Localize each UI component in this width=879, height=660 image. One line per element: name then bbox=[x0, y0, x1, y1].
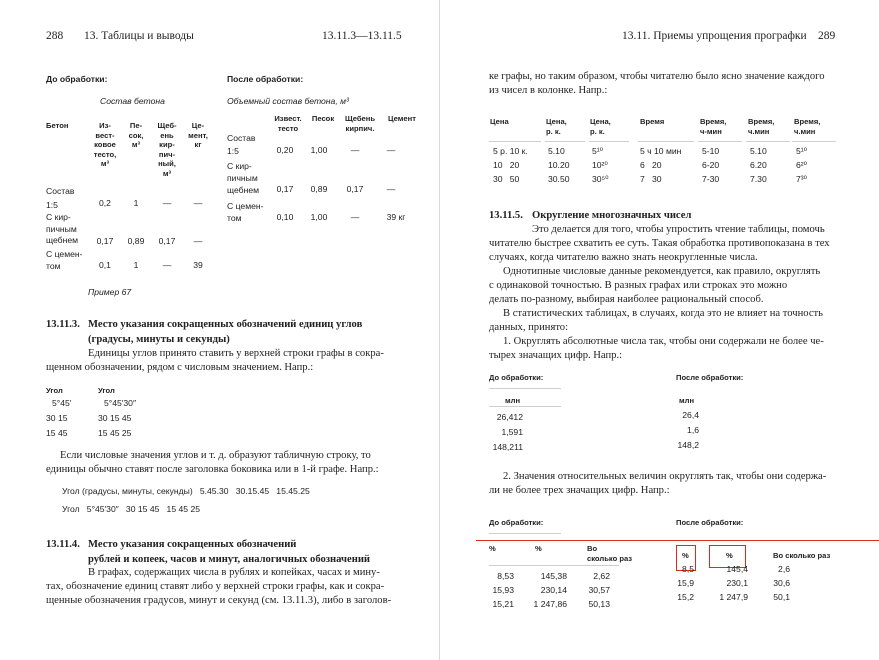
before-label: До обработки: bbox=[489, 373, 544, 382]
mt-cell: 6²⁰ bbox=[796, 160, 808, 170]
mt-cell: 10 20 bbox=[493, 160, 520, 170]
t2-cell: 0,17 bbox=[276, 184, 294, 194]
mt-header: Цена, р. к. bbox=[590, 117, 611, 136]
t2-row3-label: С цемен- том bbox=[227, 201, 264, 223]
paragraph: единицы обычно ставят после заголовка боковика или в 1-й графе. Напр.: bbox=[46, 464, 379, 475]
mt-header: Время, ч-мин bbox=[700, 117, 727, 136]
mt-cell: 30 50 bbox=[493, 174, 520, 184]
abs-after-cell: 26,4 bbox=[682, 410, 699, 420]
unit-label: млн bbox=[679, 396, 695, 405]
section-title-13-11-5: Округление многозначных чисел bbox=[532, 210, 692, 221]
mt-cell: 30⁵⁰ bbox=[592, 174, 609, 184]
running-head-left: 13. Таблицы и выводы bbox=[84, 30, 194, 42]
paragraph: с одинаковой точностью. В разных графах или строках это можно bbox=[489, 280, 788, 291]
mt-cell: 5¹⁰ bbox=[796, 146, 808, 156]
paragraph: ке графы, но таким образом, чтобы читателю было ясно значение каждого bbox=[489, 71, 825, 82]
t1-cell: 1 bbox=[133, 260, 139, 270]
before-label: До обработки: bbox=[46, 74, 108, 84]
mt-cell: 5.10 bbox=[548, 146, 565, 156]
rule bbox=[489, 565, 619, 566]
rel-after-cell: 230,1 bbox=[726, 578, 748, 588]
mt-header: Время bbox=[640, 117, 665, 126]
mt-header: Цена, р. к. bbox=[546, 117, 567, 136]
angles-cell: 15 45 25 bbox=[98, 428, 132, 438]
t2-cell: 1,00 bbox=[310, 145, 328, 155]
t1-cell: 0,1 bbox=[99, 260, 111, 270]
abs-before-cell: 1,591 bbox=[501, 427, 523, 437]
rel-before-cell: 15,93 bbox=[492, 585, 514, 595]
mt-cell: 30.50 bbox=[548, 174, 570, 184]
table1-caption: Состав бетона bbox=[100, 96, 165, 106]
t1-cell: 0,89 bbox=[127, 236, 145, 246]
mt-cell: 5.10 bbox=[750, 146, 767, 156]
t1-cell: — bbox=[162, 260, 172, 270]
abs-after-cell: 148,2 bbox=[677, 440, 699, 450]
t2-col-lime: Извест. тесто bbox=[274, 114, 302, 133]
paragraph: данных, принято: bbox=[489, 322, 569, 333]
rule bbox=[489, 406, 561, 407]
mt-cell: 7³⁰ bbox=[796, 174, 808, 184]
paragraph: В графах, содержащих числа в рублях и копейках, часах и мину- bbox=[88, 567, 380, 578]
angles-cell: 5°45′ bbox=[52, 398, 72, 408]
rel-before-cell: 145,38 bbox=[540, 571, 567, 581]
abs-before-cell: 26,412 bbox=[496, 412, 523, 422]
t1-cell: — bbox=[193, 236, 203, 246]
rel-before-cell: 1 247,86 bbox=[533, 599, 567, 609]
section-number-13-11-3: 13.11.3. bbox=[46, 319, 80, 330]
rel-after-header: Во сколько раз bbox=[773, 551, 831, 560]
rel-after-cell: 30,6 bbox=[773, 578, 790, 588]
paragraph: читателю быстрее схватить ее суть. Такая обработка противопоказана в тех bbox=[489, 238, 830, 249]
t2-col-cement: Цемент bbox=[388, 114, 416, 123]
rule bbox=[489, 533, 561, 534]
paragraph: Однотипные числовые данные рекомендуется, как правило, округлять bbox=[503, 266, 821, 277]
paragraph: делать по-разному, выбирая наиболее рациональный способ. bbox=[489, 294, 764, 305]
t2-col-gravel: Щебень кирпич. bbox=[344, 114, 376, 133]
section-title-13-11-3: Место указания сокращенных обозначений единиц углов (градусы, минуты и секунды) bbox=[88, 319, 363, 345]
mt-cell: 5¹⁰ bbox=[592, 146, 604, 156]
t1-row2-label: С кир- пичным щебнем bbox=[46, 212, 79, 245]
t2-cell: 0,17 bbox=[346, 184, 364, 194]
running-range: 13.11.3—13.11.5 bbox=[322, 30, 402, 42]
rel-before-header: % bbox=[489, 544, 496, 553]
paragraph: щенном обозначении, рядом с числовым значением. Напр.: bbox=[46, 362, 314, 373]
rel-before-cell: 230,14 bbox=[540, 585, 567, 595]
rel-after-header: % bbox=[682, 551, 689, 560]
angles-cell: 5°45′30″ bbox=[104, 398, 136, 408]
t1-row1-label: Состав 1:5 bbox=[46, 186, 75, 210]
page-number-left: 288 bbox=[46, 30, 64, 42]
page-number-right: 289 bbox=[818, 30, 836, 42]
paragraph: из чисел в колонке. Напр.: bbox=[489, 85, 608, 96]
mt-cell: 5 р. 10 к. bbox=[493, 146, 528, 156]
rel-before-cell: 15,21 bbox=[492, 599, 514, 609]
unit-label: млн bbox=[505, 396, 521, 405]
mt-cell: 10.20 bbox=[548, 160, 570, 170]
t1-cell: 39 bbox=[193, 260, 203, 270]
paragraph: случаях, когда читателю важно знать неокругленные числа. bbox=[489, 252, 758, 263]
rel-after-cell: 15,9 bbox=[677, 578, 694, 588]
rel-after-cell: 50,1 bbox=[773, 592, 790, 602]
rel-after-cell: 8,5 bbox=[682, 564, 694, 574]
rel-after-cell: 145,4 bbox=[726, 564, 748, 574]
angles-header: Угол bbox=[98, 386, 115, 395]
t2-row2-label: С кир- пичным щебнем bbox=[227, 161, 260, 195]
mt-cell: 7.30 bbox=[750, 174, 767, 184]
t1-cell: 1 bbox=[133, 198, 139, 208]
paragraph: тах, обозначение единиц ставят либо у верхней строки графы, как и сокра- bbox=[46, 581, 385, 592]
rule bbox=[489, 388, 561, 389]
t2-cell: 0,89 bbox=[310, 184, 328, 194]
running-head-right: 13.11. Приемы упрощения прографки bbox=[622, 30, 807, 42]
after-label: После обработки: bbox=[227, 74, 304, 84]
rel-before-header: % bbox=[535, 544, 542, 553]
section-number-13-11-4: 13.11.4. bbox=[46, 539, 80, 550]
mt-header: Цена bbox=[490, 117, 509, 126]
paragraph: Это делается для того, чтобы упростить чтение таблицы, помочь bbox=[532, 224, 825, 235]
t2-cell: — bbox=[350, 145, 360, 155]
mt-cell: 10²⁰ bbox=[592, 160, 608, 170]
paragraph: В статистических таблицах, в случаях, когда это не влияет на точность bbox=[503, 308, 823, 319]
t1-cell: 0,17 bbox=[96, 236, 114, 246]
rel-after-cell: 2,6 bbox=[778, 564, 790, 574]
angles-cell: 30 15 45 bbox=[98, 413, 132, 423]
rel-before-cell: 30,57 bbox=[588, 585, 610, 595]
rel-after-cell: 1 247,9 bbox=[719, 592, 748, 602]
t2-cell: — bbox=[386, 184, 396, 194]
rel-before-cell: 50,13 bbox=[588, 599, 610, 609]
mt-cell: 5-10 bbox=[702, 146, 720, 156]
mt-header: Время, ч.мин bbox=[794, 117, 821, 136]
rel-before-header: Во сколько раз bbox=[587, 544, 633, 563]
paragraph: Единицы углов принято ставить у верхней строки графы в сокра- bbox=[88, 348, 384, 359]
after-label: После обработки: bbox=[676, 373, 744, 382]
mt-cell: 6-20 bbox=[702, 160, 720, 170]
t1-cell: — bbox=[193, 198, 203, 208]
rel-before-cell: 2,62 bbox=[593, 571, 610, 581]
t2-cell: — bbox=[386, 145, 396, 155]
t2-cell: 0,20 bbox=[276, 145, 294, 155]
t2-cell: 39 кг bbox=[386, 212, 406, 222]
t1-cell: 0,17 bbox=[158, 236, 176, 246]
mt-cell: 6 20 bbox=[640, 160, 662, 170]
rule bbox=[746, 141, 790, 142]
section-title-13-11-4: Место указания сокращенных обозначений рублей и копеек, часов и минут, аналогичных обозначений bbox=[88, 539, 371, 565]
rule bbox=[589, 141, 629, 142]
rule bbox=[545, 141, 585, 142]
after-label: После обработки: bbox=[676, 518, 744, 527]
t2-row1-label: Состав 1:5 bbox=[227, 133, 256, 156]
rel-after-header: % bbox=[726, 551, 733, 560]
t1-cell: — bbox=[162, 198, 172, 208]
example-caption: Пример 67 bbox=[88, 287, 132, 297]
section-number-13-11-5: 13.11.5. bbox=[489, 210, 523, 221]
t1-col-lime: Из- вест- ковое тесто, м³ bbox=[93, 121, 117, 169]
paragraph: 2. Значения относительных величин округлять так, чтобы они содержа- bbox=[503, 471, 827, 482]
table2-caption: Объемный состав бетона, м³ bbox=[227, 96, 349, 106]
angles-cell: 30 15 bbox=[46, 413, 68, 423]
abs-after-cell: 1,6 bbox=[687, 425, 699, 435]
paragraph: щенные обозначения градусов, минут и секунд (см. 13.11.3), либо в заголов- bbox=[46, 595, 392, 606]
angles-row-example: Угол 5°45′30″ 30 15 45 15 45 25 bbox=[62, 504, 201, 514]
t1-col-sand: Пе- сок, м³ bbox=[128, 121, 144, 150]
page-gutter bbox=[439, 0, 440, 660]
t1-col-cement: Це- мент, кг bbox=[188, 121, 208, 150]
t1-cell: 0,2 bbox=[99, 198, 111, 208]
rule bbox=[638, 141, 694, 142]
t2-cell: 0,10 bbox=[276, 212, 294, 222]
paragraph: Если числовые значения углов и т. д. образуют табличную строку, то bbox=[60, 450, 371, 461]
t2-col-sand: Песок bbox=[311, 114, 335, 123]
paragraph: ли не более трех значащих цифр. Напр.: bbox=[489, 485, 670, 496]
mt-cell: 7 30 bbox=[640, 174, 662, 184]
before-label: До обработки: bbox=[489, 518, 544, 527]
abs-before-cell: 148,211 bbox=[492, 442, 523, 452]
paragraph: тырех значащих цифр. Напр.: bbox=[489, 350, 623, 361]
red-annotation-line bbox=[476, 540, 879, 541]
mt-header: Время, ч.мин bbox=[748, 117, 775, 136]
paragraph: 1. Округлять абсолютные числа так, чтобы они содержали не более че- bbox=[503, 336, 824, 347]
mt-cell: 7-30 bbox=[702, 174, 720, 184]
rule bbox=[698, 141, 742, 142]
rel-before-cell: 8,53 bbox=[497, 571, 514, 581]
rule bbox=[489, 141, 541, 142]
t2-cell: 1,00 bbox=[310, 212, 328, 222]
angles-row-example: Угол (градусы, минуты, секунды) 5.45.30 30.15.45 15.45.25 bbox=[62, 486, 310, 496]
t2-cell: — bbox=[350, 212, 360, 222]
rel-after-cell: 15,2 bbox=[677, 592, 694, 602]
t1-col-gravel: Щеб- ень кир- пич- ный, м³ bbox=[157, 121, 177, 178]
angles-header: Угол bbox=[46, 386, 63, 395]
mt-cell: 5 ч 10 мин bbox=[640, 146, 682, 156]
angles-cell: 15 45 bbox=[46, 428, 68, 438]
mt-cell: 6.20 bbox=[750, 160, 767, 170]
t1-col-concrete: Бетон bbox=[46, 121, 69, 130]
rule bbox=[792, 141, 836, 142]
t1-row3-label: С цемен- том bbox=[46, 249, 83, 271]
